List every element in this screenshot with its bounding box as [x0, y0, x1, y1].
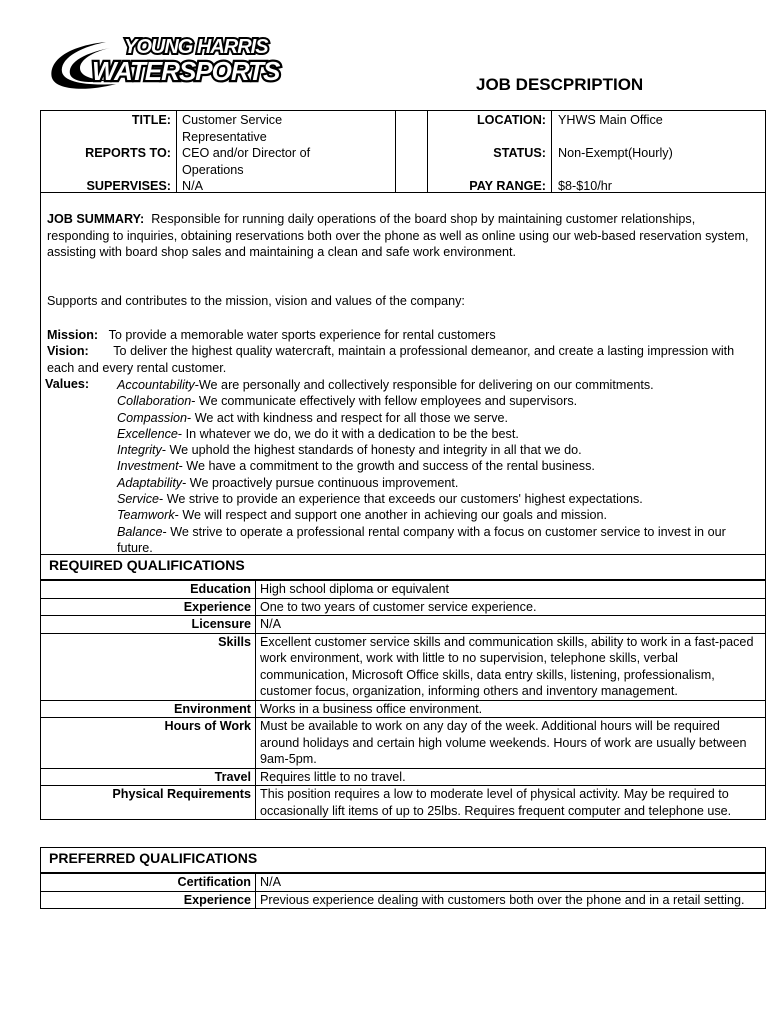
qualification-value: Previous experience dealing with customers both over the phone and in a retail setting. [256, 891, 766, 909]
preferred-qualifications-table [40, 873, 766, 909]
vision-text: To deliver the highest quality watercraft, maintain a professional demeanor, and create a lasting impression with each and every rental customer. [47, 344, 735, 375]
qualification-value: Must be available to work on any day of the week. Additional hours will be required around holidays and certain high volume weekends. Hours of work are usually between 9am-5pm. [256, 718, 766, 769]
value-text: -We are personally and collectively responsible for delivering on our commitments. [194, 378, 654, 392]
mission-line [47, 327, 759, 344]
supervises-value: N/A [182, 179, 203, 193]
value-text: - We uphold the highest standards of honesty and integrity in all that we do. [161, 443, 582, 458]
reports-to-value: CEO and/or Director of Operations [182, 146, 311, 177]
value-text: - We act with kindness and respect for all those we serve. [187, 410, 509, 425]
qualification-value: One to two years of customer service experience. [256, 598, 766, 616]
value-text: - We strive to operate a professional rental company with a focus on customer service to invest in our future. [117, 524, 726, 555]
table-row [41, 786, 766, 820]
table-row [41, 700, 766, 718]
value-name: Excellence [117, 426, 178, 441]
reports-to-label: REPORTS TO: [85, 146, 171, 160]
value-name: Integrity [117, 443, 162, 458]
qualification-value: Requires little to no travel. [256, 768, 766, 786]
preferred-qualifications-heading: PREFERRED QUALIFICATIONS [49, 850, 258, 866]
table-row [41, 616, 766, 634]
qualification-value: Works in a business office environment. [256, 700, 766, 718]
value-item [117, 491, 757, 507]
value-name: Teamwork [117, 508, 175, 523]
status-value: Non-Exempt(Hourly) [558, 146, 673, 160]
value-item [117, 377, 757, 393]
qualification-label: Certification [41, 874, 256, 892]
qualification-label: Licensure [41, 616, 256, 634]
qualification-label: Physical Requirements [41, 786, 256, 820]
table-row [41, 891, 766, 909]
required-qualifications-heading: REQUIRED QUALIFICATIONS [49, 557, 245, 573]
status-label: STATUS: [493, 146, 546, 160]
table-row [41, 598, 766, 616]
value-name: Adaptability [117, 475, 183, 490]
table-row [41, 718, 766, 769]
value-text: - We will respect and support one another in achieving our goals and mission. [174, 508, 608, 523]
qualification-value: Excellent customer service skills and communication skills, ability to work in a fast-paced work environment, work with little to no supervision, telephone skills, verbal communication, Microsoft Office skills, data entry skills, listening, professionalism, customer focus, organization, informing others and inventory management. [256, 633, 766, 700]
value-item [117, 410, 757, 426]
job-summary-section [40, 193, 766, 555]
job-summary-paragraph [47, 211, 759, 261]
value-text: - We have a commitment to the growth and success of the rental business. [178, 459, 595, 474]
location-value: YHWS Main Office [558, 113, 663, 127]
values-label: Values: [45, 377, 90, 391]
qualification-value: This position requires a low to moderate level of physical activity. May be required to occasionally lift items of up to 25lbs. Requires frequent computer and telephone use. [256, 786, 766, 820]
qualification-value: N/A [256, 874, 766, 892]
qualification-label: Experience [41, 891, 256, 909]
value-text: - We communicate effectively with fellow employees and supervisors. [191, 394, 578, 409]
value-name: Collaboration [117, 394, 192, 409]
value-item [117, 393, 757, 409]
value-text: - We strive to provide an experience that exceeds our customers' highest expectations. [159, 492, 643, 507]
value-text: - In whatever we do, we do it with a dedication to be the best. [177, 426, 519, 441]
required-qualifications-heading-row [40, 555, 766, 580]
value-name: Investment [117, 459, 179, 474]
value-item [117, 507, 757, 523]
values-list [117, 377, 757, 556]
qualification-label: Experience [41, 598, 256, 616]
supports-text: Supports and contributes to the mission, vision and values of the company: [47, 294, 465, 308]
value-name: Compassion [117, 410, 187, 425]
pay-range-value: $8-$10/hr [558, 179, 612, 193]
value-item [117, 475, 757, 491]
value-name: Service [117, 492, 159, 507]
location-label: LOCATION: [476, 113, 546, 127]
table-row [41, 874, 766, 892]
value-item [117, 426, 757, 442]
preferred-qualifications-heading-row [40, 847, 766, 873]
job-header-table [40, 110, 766, 193]
value-name: Accountability [117, 378, 195, 392]
qualification-label: Education [41, 581, 256, 599]
value-item [117, 458, 757, 474]
value-item [117, 524, 757, 557]
mission-label: Mission: [47, 328, 99, 342]
title-label: TITLE: [131, 113, 171, 127]
title-value: Customer Service Representative [182, 113, 283, 144]
job-summary-text: Responsible for running daily operations of the board shop by maintaining customer relationships, responding to inquiries, obtaining reservations both over the phone as well as online using our web-based reservation system, assisting with board shop sales and maintaining a clean and safe work environment. [47, 212, 749, 259]
pay-range-label: PAY RANGE: [469, 179, 546, 193]
job-summary-label: JOB SUMMARY: [47, 212, 145, 226]
qualification-label: Travel [41, 768, 256, 786]
document-title: JOB DESCPRIPTION [476, 75, 644, 94]
table-row [41, 768, 766, 786]
qualification-label: Hours of Work [41, 718, 256, 769]
qualification-value: High school diploma or equivalent [256, 581, 766, 599]
vision-label: Vision: [47, 344, 89, 358]
value-name: Balance [117, 524, 163, 539]
qualification-label: Environment [41, 700, 256, 718]
logo-line1: YOUNG HARRIS [124, 36, 268, 58]
mission-text: To provide a memorable water sports experience for rental customers [108, 328, 496, 342]
logo-line2: WATERSPORTS [92, 56, 280, 86]
value-item [117, 442, 757, 458]
value-text: - We proactively pursue continuous improvement. [182, 475, 459, 490]
vision-line [47, 343, 759, 376]
table-row [41, 633, 766, 700]
company-logo [46, 28, 280, 98]
qualification-value: N/A [256, 616, 766, 634]
required-qualifications-table [40, 580, 766, 820]
qualification-label: Skills [41, 633, 256, 700]
supervises-label: SUPERVISES: [86, 179, 171, 193]
table-row [41, 581, 766, 599]
